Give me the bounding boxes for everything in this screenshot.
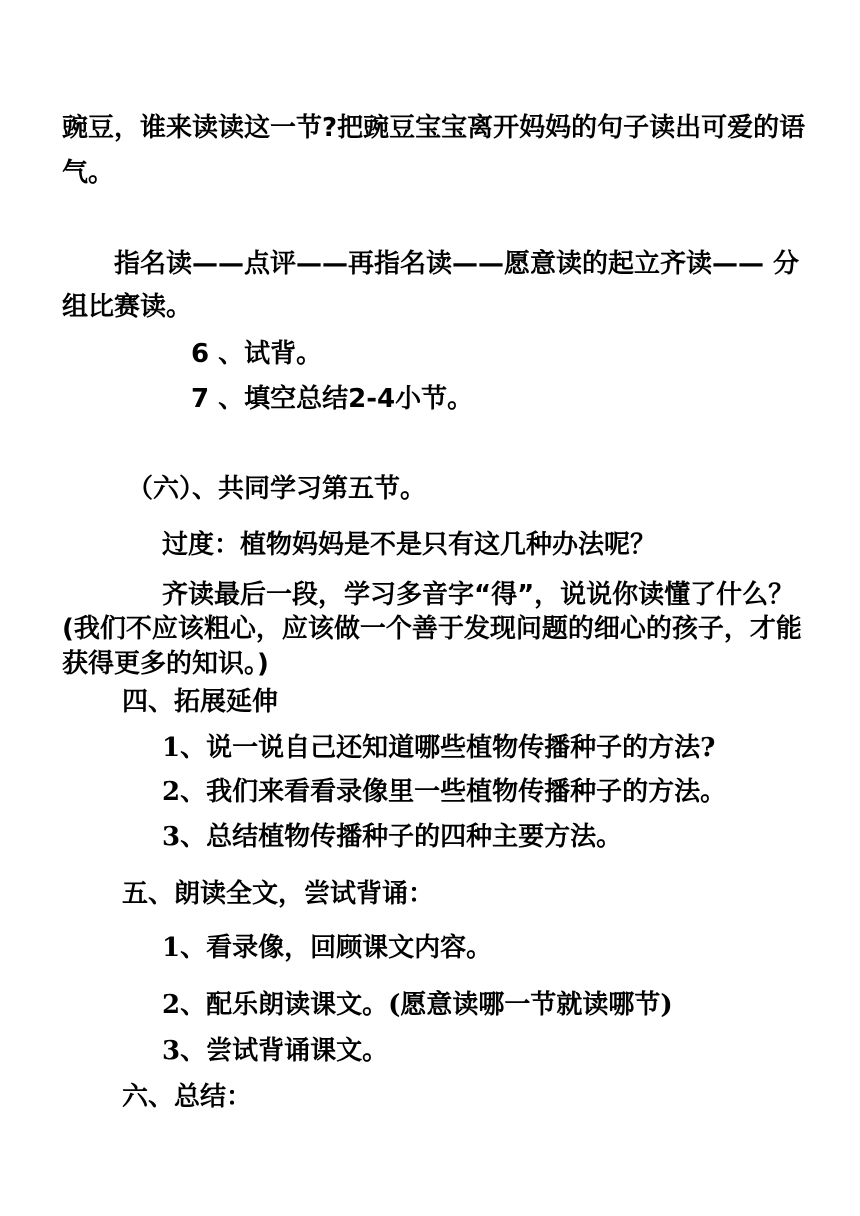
section-heading: 四、拓展延伸 bbox=[122, 687, 279, 717]
numbered-item: 2、配乐朗读课文。(愿意读哪一节就读哪节) bbox=[162, 990, 673, 1020]
paragraph-line: 豌豆，谁来读读这一节?把豌豆宝宝离开妈妈的句子读出可爱的语 bbox=[62, 113, 806, 143]
section-heading: 五、朗读全文，尝试背诵： bbox=[122, 879, 435, 909]
numbered-item: 7 、填空总结2-4小节。 bbox=[191, 384, 474, 414]
paragraph-line: 气。 bbox=[62, 158, 115, 188]
paragraph-line: (我们不应该粗心，应该做一个善于发现问题的细心的孩子，才能 bbox=[62, 614, 802, 644]
section-heading: （六）、共同学习第五节。 bbox=[127, 474, 427, 504]
numbered-item: 3、尝试背诵课文。 bbox=[162, 1036, 389, 1066]
numbered-item: 2、我们来看看录像里一些植物传播种子的方法。 bbox=[162, 777, 727, 807]
section-heading: 六、总结： bbox=[122, 1082, 253, 1112]
paragraph-line: 齐读最后一段，学习多音字“得”，说说你读懂了什么？ bbox=[162, 580, 795, 610]
paragraph-line: 组比赛读。 bbox=[62, 292, 193, 322]
numbered-item: 1、看录像，回顾课文内容。 bbox=[162, 933, 493, 963]
numbered-item: 1、说一说自己还知道哪些植物传播种子的方法? bbox=[162, 733, 716, 763]
paragraph-line: 过度：植物妈妈是不是只有这几种办法呢？ bbox=[162, 530, 657, 560]
numbered-item: 3、总结植物传播种子的四种主要方法。 bbox=[162, 822, 623, 852]
paragraph-line: 指名读——点评——再指名读——愿意读的起立齐读—— 分 bbox=[114, 249, 800, 279]
paragraph-line: 获得更多的知识。) bbox=[62, 649, 269, 679]
numbered-item: 6 、试背。 bbox=[191, 339, 323, 369]
